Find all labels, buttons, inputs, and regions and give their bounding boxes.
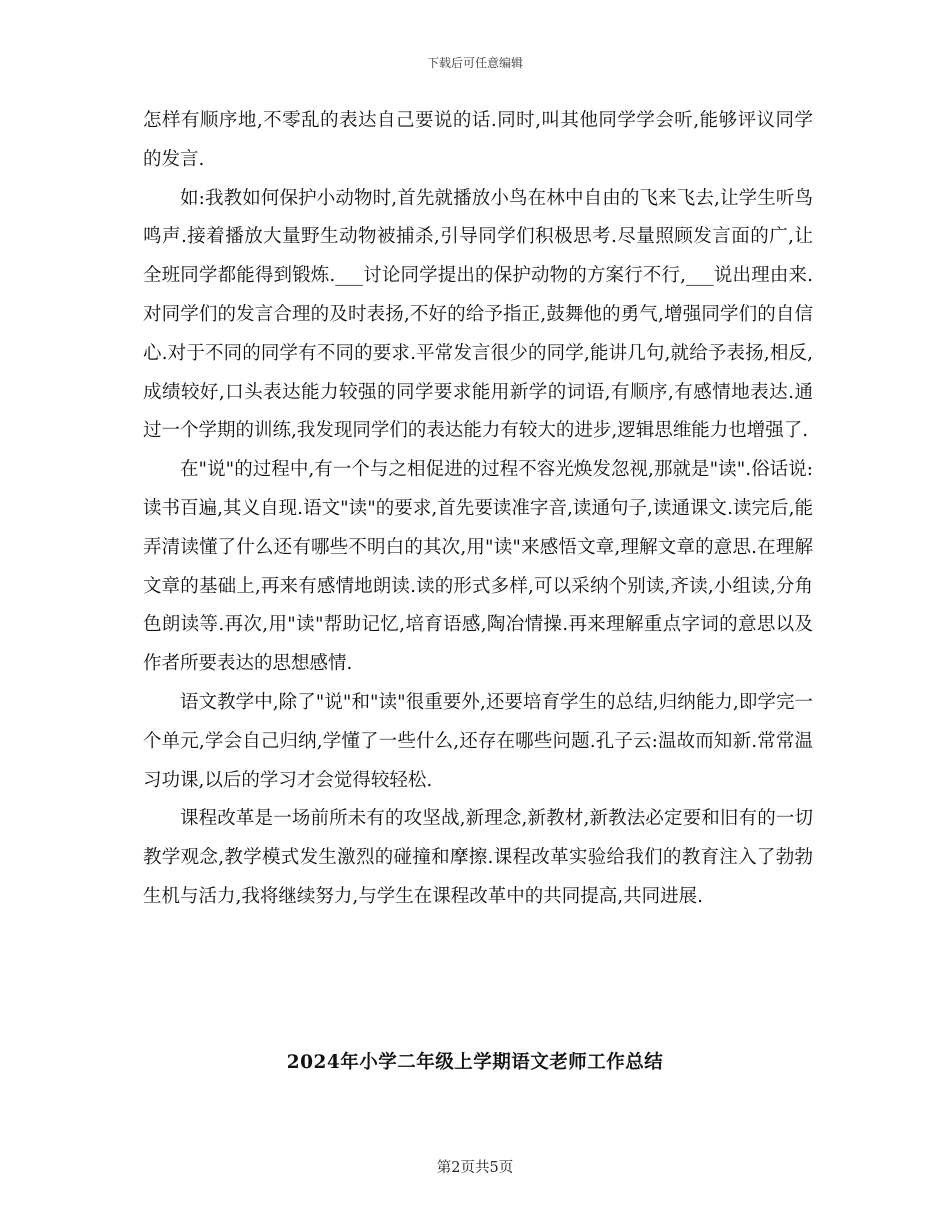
paragraph-1: 怎样有顺序地,不零乱的表达自己要说的话.同时,叫其他同学学会听,能够评议同学的发言. bbox=[143, 110, 813, 170]
paragraph-5: 课程改革是一场前所未有的攻坚战,新理念,新教材,新教法必定要和旧有的一切教学观念,教学模式发生激烈的碰撞和摩擦.课程改革实验给我们的教育注入了勃勃生机与活力,我将继续努力,与学生在课程改革中的共同提高,共同进展. bbox=[143, 808, 813, 907]
page-footer: 第2页共5页 bbox=[436, 1160, 514, 1176]
document-body bbox=[143, 102, 813, 917]
paragraph-2: 如:我教如何保护小动物时,首先就播放小鸟在林中自由的飞来飞去,让学生听鸟鸣声.接着播放大量野生动物被捕杀,引导同学们积极思考.尽量照顾发言面的广,让全班同学都能得到锻炼.___讨论同学提出的保护动物的方案行不行,___说出理由来.对同学们的发言合理的及时表扬,不好的给予指正,鼓舞他的勇气,增强同学们的自信心.对于不同的同学有不同的要求.平常发言很少的同学,能讲几句,就给予表扬,相反,成绩较好,口头表达能力较强的同学要求能用新学的词语,有顺序,有感情地表达.通过一个学期的训练,我发现同学们的表达能力有较大的进步,逻辑思维能力也增强了. bbox=[143, 187, 813, 442]
paragraph-3: 在"说"的过程中,有一个与之相促进的过程不容光焕发忽视,那就是"读".俗话说:读书百遍,其义自现.语文"读"的要求,首先要读准字音,读通句子,读通课文.读完后,能弄清读懂了什么还有哪些不明白的其次,用"读"来感悟文章,理解文章的意思.在理解文章的基础上,再来有感情地朗读.读的形式多样,可以采纳个别读,齐读,小组读,分角色朗读等.再次,用"读"帮助记忆,培育语感,陶冶情操.再来理解重点字词的意思以及作者所要表达的思想感情. bbox=[143, 459, 813, 675]
section-title: 2024年小学二年级上学期语文老师工作总结 bbox=[286, 1052, 664, 1073]
page-header: 下载后可任意编辑 bbox=[426, 56, 523, 70]
paragraph-4: 语文教学中,除了"说"和"读"很重要外,还要培育学生的总结,归纳能力,即学完一个单元,学会自己归纳,学懂了一些什么,还存在哪些问题.孔子云:温故而知新.常常温习功课,以后的学习才会觉得较轻松. bbox=[143, 691, 813, 791]
